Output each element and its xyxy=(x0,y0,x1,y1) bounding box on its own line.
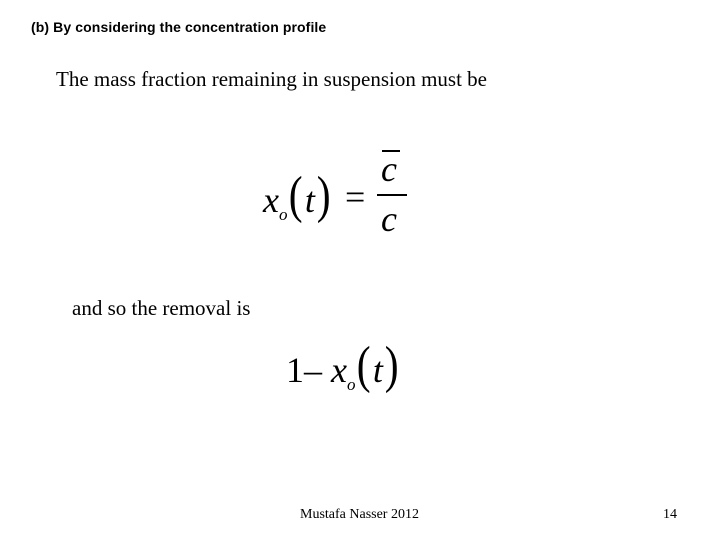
paragraph-mass-fraction: The mass fraction remaining in suspension must be xyxy=(56,67,488,91)
paragraph-removal: and so the removal is xyxy=(72,296,251,320)
equation-mass-fraction xyxy=(263,146,423,241)
equation-removal xyxy=(286,337,400,400)
fraction-bar xyxy=(377,194,407,196)
variable-x: x xyxy=(331,350,347,390)
subscript-o: o xyxy=(278,205,288,224)
number-one: 1 xyxy=(286,350,304,390)
slide-footer: Mustafa Nasser 2012 xyxy=(300,507,419,522)
minus-sign: – xyxy=(304,350,322,390)
subscript-o: o xyxy=(346,375,356,394)
equals-sign: = xyxy=(345,177,366,217)
close-paren: ) xyxy=(316,167,331,224)
open-paren: ( xyxy=(289,167,304,224)
fraction-denominator: c xyxy=(381,199,397,239)
variable-x: x xyxy=(263,180,279,220)
equation-lhs xyxy=(263,167,332,224)
close-paren: ) xyxy=(384,337,399,394)
page-number: 14 xyxy=(663,507,677,522)
variable-t: t xyxy=(372,350,383,390)
fraction xyxy=(377,146,409,241)
slide-heading: (b) By considering the concentration profile xyxy=(31,19,327,35)
variable-t: t xyxy=(304,180,315,220)
fraction-numerator: c xyxy=(381,149,397,189)
open-paren: ( xyxy=(357,337,372,394)
